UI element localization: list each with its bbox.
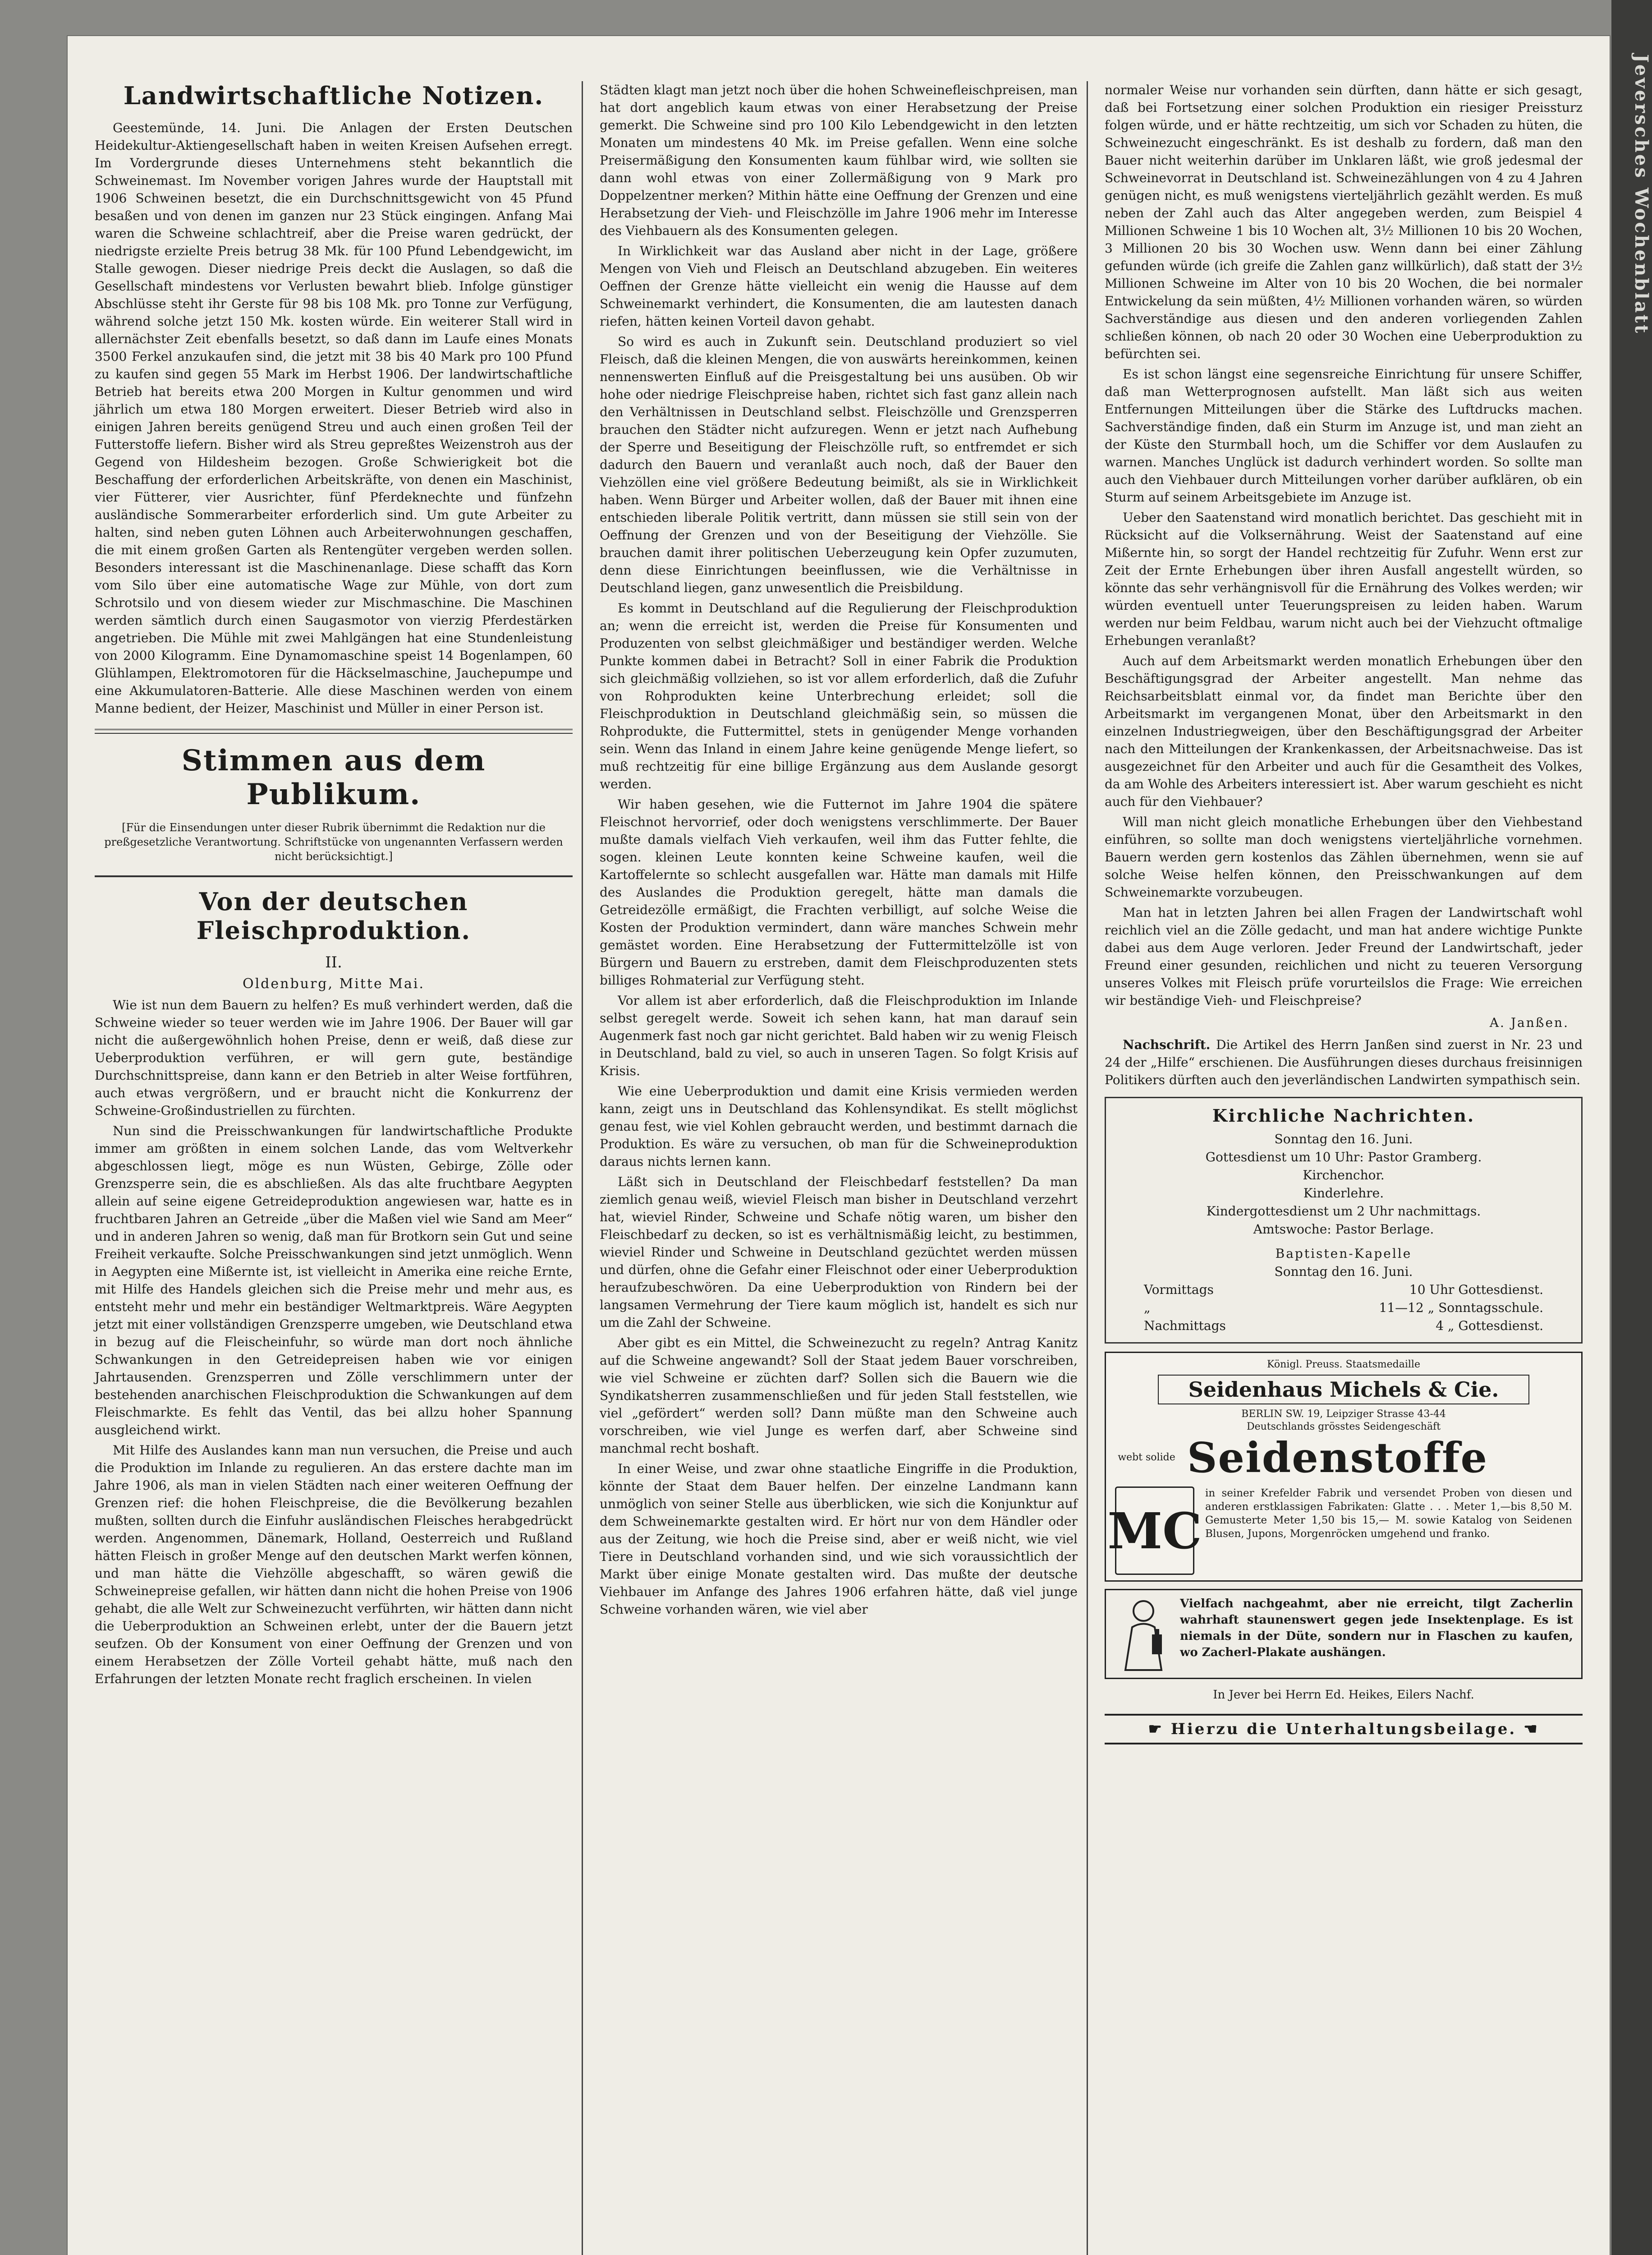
service-time-label: Vormittags bbox=[1144, 1282, 1214, 1297]
article-paragraph: In Wirklichkeit war das Ausland aber nicht in der Lage, größere Mengen von Vieh und Fleisch an Deutschland abzugeben. Ein weiteres Oeffnen der Grenze hätte vielleicht ein wenig die Hausse auf dem Schweinemarkt verhindert, die Konsumenten, die am lautesten danach riefen, hätten keinen Vorteil davon gehabt. bbox=[600, 244, 1078, 329]
article-paragraph: Wie eine Ueberproduktion und damit eine Krisis vermieden werden kann, zeigt uns in Deutschland das Kohlensyndikat. Es stellt möglichst genau fest, wie viel Kohlen gebraucht werden, und bestimmt darnach die Produktion. Es wäre zu versuchen, ob man für die Schweineproduktion daraus nichts lernen kann. bbox=[600, 1084, 1078, 1169]
article-paragraph: Es ist schon längst eine segensreiche Einrichtung für unsere Schiffer, daß man Wetterprognosen aufstellt. Man läßt sich aus weiten Entfernungen Mitteilungen über die Stärke des Luftdrucks machen. Sachverständige finden, daß ein Sturm im Anzuge ist, und man zieht an der Küste den Sturmball hoch, um die Schiffer vor dem Auslaufen zu warnen. Manches Unglück ist dadurch verhindert worden. So sollte man auch den Viehbauer durch Mitteilungen vorher darüber aufklären, ob ein Sturm auf seinem Arbeitsgebiete im Anzuge ist. bbox=[1105, 367, 1583, 505]
woman-with-bottle-icon bbox=[1114, 1596, 1173, 1672]
church-line: Kirchenchor. bbox=[1303, 1168, 1385, 1183]
article-paragraph: Mit Hilfe des Auslandes kann man nun versuchen, die Preise und auch die Produktion im Inlande zu regulieren. An das erstere dachte man im Jahre 1906, als man in vielen Städten nach einer weiteren Oeffnung der Grenzen rief: die hohen Fleischpreise, die die Bevölkerung bezahlen mußten, sollten durch die Einfuhr ausländischen Fleisches herabgedrückt werden. Angenommen, Dänemark, Holland, Oesterreich und Rußland hätten Fleisch in großer Menge auf den deutschen Markt werfen können, und man hätte die Viehzölle abgeschafft, so wären gewiß die Schweinepreise gefallen, wir hätten dann nicht die hohen Preise von 1906 gehabt, die alle Welt zur Schweinezucht verführten, wir hätten dann nicht die Ueberproduktion an Schweinen erlebt, unter der die Bauern jetzt seufzen. Ob der Konsument von einer Oeffnung der Grenzen und von einem Herabsetzen der Zölle Vorteil gehabt hätte, muß nach den Erfahrungen der letzten Monate recht fraglich erscheinen. In vielen bbox=[95, 1443, 573, 1686]
column-3 bbox=[1105, 81, 1583, 1744]
article-paragraph: Aber gibt es ein Mittel, die Schweinezucht zu regeln? Antrag Kanitz auf die Schweine angewandt? Soll der Staat jedem Bauer vorschreiben, wie viel Schweine er züchten darf? Sollen sich die Bauern wie die Syndikatsherren zusammenschließen und für jeden Stall feststellen, wie viel „gefördert“ werden soll? Dann müßte man den Schweine auch vorschreiben, wie viel Junge es werfen darf, aber Schweine sind manchmal recht boshaft. bbox=[600, 1335, 1078, 1456]
service-row bbox=[1117, 1299, 1570, 1317]
scan-edge bbox=[1611, 0, 1652, 2255]
ad-headline: Seidenstoffe bbox=[1187, 1433, 1488, 1482]
section-title-agriculture: Landwirtschaftliche Notizen. bbox=[123, 81, 544, 110]
column-2 bbox=[600, 81, 1078, 1621]
ad-address: BERLIN SW. 19, Leipziger Strasse 43-44 bbox=[1241, 1408, 1446, 1420]
ad-headline-row bbox=[1115, 1433, 1572, 1482]
insecticide-advertisement bbox=[1105, 1589, 1583, 1679]
section-separator bbox=[95, 875, 573, 877]
pointing-hand-icon: ☚ bbox=[1524, 1720, 1539, 1738]
service-row bbox=[1117, 1281, 1570, 1299]
column-1 bbox=[95, 81, 573, 1690]
pointing-hand-icon: ☛ bbox=[1148, 1720, 1164, 1738]
article-paragraph: Man hat in letzten Jahren bei allen Fragen der Landwirtschaft wohl reichlich viel an die Zölle gedacht, und man hat andere wichtige Punkte dabei aus dem Auge verloren. Jeder Freund der Landwirtschaft, jeder Freund einer gesunden, reichlichen und nicht zu teueren Versorgung unseres Volkes mit Fleisch prüfe vorurteilslos die Frage: Wie erreichen wir beständige Vieh- und Fleischpreise? bbox=[1105, 905, 1583, 1008]
church-notices-box bbox=[1105, 1097, 1583, 1344]
column-divider bbox=[582, 81, 583, 2255]
article-part-number: II. bbox=[325, 953, 342, 971]
article-paragraph: Ueber den Saatenstand wird monatlich berichtet. Das geschieht mit in Rücksicht auf die Volksernährung. Weist der Saatenstand auf eine Mißernte hin, so sorgt der Handel rechtzeitig für Zufuhr. Wenn erst zur Zeit der Ernte Erhebungen über ihren Ausfall angestellt würden, so könnte das sehr verhängnisvoll für die Ernährung des Volkes werden; wir würden eventuell unter Teuerungspreisen zu leiden haben. Warum werden nur beim Feldbau, warum nicht auch bei der Viehzucht oftmalige Erhebungen veranlaßt? bbox=[1105, 510, 1583, 648]
church-line: Amtswoche: Pastor Berlage. bbox=[1253, 1222, 1434, 1237]
author-signature: A. Janßen. bbox=[1489, 1015, 1569, 1030]
article-paragraph: Geestemünde, 14. Juni. Die Anlagen der Ersten Deutschen Heidekultur-Aktiengesellschaft haben in weiten Kreisen Aufsehen erregt. Im Vordergrunde dieses Unternehmens steht bekanntlich die Schweinemast. Im November vorigen Jahres wurde der Hauptstall mit 1906 Schweinen besetzt, die ein Durchschnittsgewicht von 45 Pfund besaßen und von denen im ganzen nur 23 Stück eingingen. Anfang Mai waren die Schweine schlachtreif, aber die Preise waren gedrückt, der niedrigste erzielte Preis betrug 38 Mk. für 100 Pfund Lebendgewicht, im Stalle gewogen. Dieser niedrige Preis deckt die Auslagen, so daß die Gesellschaft mindestens vor Verlusten bewahrt blieb. Infolge günstiger Abschlüsse steht ihr Gerste für 98 bis 108 Mk. pro Tonne zur Verfügung, während solche jetzt 150 Mk. kosten würde. Ein weiterer Stall wird in allernächster Zeit ebenfalls besetzt, so daß dann im Laufe eines Monats 3500 Ferkel anzukaufen sind, die jetzt mit 38 bis 40 Mark pro 100 Pfund zu kaufen sind gegen 55 Mark im Herbst 1906. Der landwirtschaftliche Betrieb hat bereits etwa 200 Morgen in Kultur genommen und wird jährlich um etwa 180 Morgen erweitert. Dieser Betrieb wird also in einigen Jahren bereits genügend Streu und auch einen großen Teil der Futterstoffe liefern. Bisher wird als Streu gepreßtes Weizenstroh aus der Gegend von Hildesheim bezogen. Große Schwierigkeit bot die Beschaffung der erforderlichen Arbeitskräfte, von denen ein Maschinist, vier Fütterer, vier Ausrichter, fünf Pferdeknechte und fünfzehn ausländische Sommerarbeiter erforderlich sind. Um gute Arbeiter zu halten, sind neben guten Löhnen auch Arbeiterwohnungen geschaffen, die mit einem großen Garten als Rentengüter vergeben werden sollen. Besonders interessant ist die Maschinenanlage. Diese schafft das Korn vom Silo über eine automatische Wage zur Mühle, von dort zum Schrotsilo und von diesem wieder zur Mischmaschine. Die Maschinen werden sämtlich durch einen Saugasmotor von vierzig Pferdestärken angetrieben. Die Mühle mit zwei Mahlgängen hat eine Stundenleistung von 2000 Kilogramm. Eine Dynamomaschine speist 14 Bogenlampen, 60 Glühlampen, Elektromotoren für die Häckselmaschine, Jauchepumpe und eine Akkumulatoren-Batterie. Alle diese Maschinen werden von einem Manne bedient, der Heizer, Maschinist und Müller in einer Person ist. bbox=[95, 120, 573, 716]
church-line: Gottesdienst um 10 Uhr: Pastor Gramberg. bbox=[1205, 1150, 1482, 1164]
section-separator bbox=[95, 729, 573, 734]
editorial-note: [Für die Einsendungen unter dieser Rubrik übernimmt die Redaktion nur die preßgesetzliche Verantwortung. Schriftstücke von ungenannten Verfassern werden nicht berücksichtigt.] bbox=[104, 821, 563, 863]
silk-advertisement bbox=[1105, 1352, 1583, 1582]
article-paragraph: Städten klagt man jetzt noch über die hohen Schweinefleischpreisen, man hat dort angeblich kaum etwas von einer Herabsetzung der Preise gemerkt. Die Schweine sind pro 100 Kilo Lebendgewicht in den letzten Monaten um mindestens 40 Mk. im Preise gefallen. Wenn eine solche Preisermäßigung den Konsumenten kaum fühlbar wird, wie sollten sie dann wohl etwas von einer Zollermäßigung von 9 Mark pro Doppelzentner merken? Mithin hätte eine Oeffnung der Grenzen und eine Herabsetzung der Vieh- und Fleischzölle im Jahre 1906 mehr im Interesse des Viehbauern als des Konsumenten gelegen. bbox=[600, 83, 1078, 238]
chapel-title: Baptisten-Kapelle bbox=[1275, 1246, 1412, 1261]
edge-label: Jeversches Wochenblatt bbox=[1631, 54, 1652, 335]
article-paragraph: Will man nicht gleich monatliche Erhebungen über den Viehbestand einführen, so sollte man doch wenigstens vierteljährliche vornehmen. Bauern werden gern kostenlos das Zählen übernehmen, wenn sie auf solche Weise helfen können, den Preisschwankungen auf dem Schweinemarkte vorzubeugen. bbox=[1105, 815, 1583, 900]
article-dateline: Oldenburg, Mitte Mai. bbox=[242, 976, 425, 992]
article-paragraph: Es kommt in Deutschland auf die Regulierung der Fleischproduktion an; wenn die erreicht ist, werden die Preise für Konsumenten und Produzenten von selbst gleichmäßiger und beständiger werden. Welche Punkte kommen dabei in Betracht? Soll in einer Fabrik die Produktion sich gleichmäßig vollziehen, so ist vor allem erforderlich, daß die Zufuhr von Rohprodukten keine Unterbrechung erleidet; soll die Fleischproduktion in Deutschland gleichmäßig sein, so müssen die Rohprodukte, die Futtermittel, stets in genügender Menge vorhanden sein. Wenn das Inland in einem Jahre keine genügende Menge liefert, so muß rechtzeitig für eine billige Ergänzung aus dem Auslande gesorgt werden. bbox=[600, 601, 1078, 792]
article-paragraph: So wird es auch in Zukunft sein. Deutschland produziert so viel Fleisch, daß die kleinen Mengen, die von auswärts hereinkommen, keinen nennenswerten Einfluß auf die Preisgestaltung bei uns ausüben. Ob wir hohe oder niedrige Fleischpreise haben, richtet sich fast ganz allein nach den Verhältnissen in Deutschland selbst. Fleischzölle und Grenzsperren brauchen den Städter nicht aufzuregen. Wenn er jetzt nach Aufhebung der Sperre und Beseitigung der Fleischzölle ruft, so entfremdet er sich dadurch den Bauern und veranlaßt auch noch, daß der Bauer den Viehzöllen eine viel größere Bedeutung beimißt, als sie in Wirklichkeit haben. Wenn Bürger und Arbeiter wollen, daß der Bauer mit ihnen eine entschieden liberale Politik vertritt, dann müssen sie still sein von der Oeffnung der Grenzen und von der Beseitigung der Viehzölle. Sie brauchen damit ihrer politischen Ueberzeugung kein Opfer zuzumuten, denn diese Einrichtungen beeinflussen, wie die Verhältnisse in Deutschland liegen, ganz unwesentlich die Preisbildung. bbox=[600, 334, 1078, 595]
supplement-notice bbox=[1105, 1714, 1583, 1744]
service-detail: 4 „ Gottesdienst. bbox=[1436, 1318, 1543, 1333]
ad-body bbox=[1107, 1486, 1572, 1575]
article-paragraph: Auch auf dem Arbeitsmarkt werden monatlich Erhebungen über den Beschäftigungsgrad der Arbeiter angestellt. Man nehme das Reichsarbeitsblatt einmal vor, da findet man Berichte über den Arbeitsmarkt im vergangenen Monat, über den Arbeitsmarkt in den einzelnen Industriegweigen, über den Beschäftigungsgrad der Arbeiter nach den Mitteilungen der Krankenkassen, der Arbeitsnachweise. Das ist ausgezeichnet für den Arbeiter und auch für die Gesamtheit des Volkes, da am Wohle des Arbeiters interessiert ist. Aber warum geschieht es nicht auch für den Viehbauer? bbox=[1105, 653, 1583, 809]
postscript-text: Die Artikel des Herrn Janßen sind zuerst in Nr. 23 und 24 der „Hilfe“ erschienen. Die Ausführungen dieses durchaus freisinnigen Politikers dürften auch den jeverländischen Landwirten sympathisch sein. bbox=[1105, 1037, 1583, 1087]
article-title: Von der deutschen Fleischproduktion. bbox=[196, 887, 471, 945]
article-paragraph: Läßt sich in Deutschland der Fleischbedarf feststellen? Da man ziemlich genau weiß, wieviel Fleisch man bisher in Deutschland verzehrt hat, wieviel Rinder, Schweine und Schafe nötig waren, um bisher den Fleischbedarf zu decken, so ist es verhältnismäßig leicht, zu bestimmen, wieviel Rinder und Schweine in Deutschland gezüchtet werden müssen und dürfen, ohne die Gefahr einer Fleischnot oder einer Ueberproduktion heraufzubeschwören. Da eine Ueberproduktion von Rindern bei der langsamen Vermehrung der Tiere kaum möglich ist, handelt es sich nur um die Zahl der Schweine. bbox=[600, 1174, 1078, 1330]
church-line: Kinderlehre. bbox=[1303, 1186, 1384, 1201]
ad-text: Vielfach nachgeahmt, aber nie erreicht, tilgt Zacherlin wahrhaft staunenswert gegen jede Insektenplage. Es ist niemals in der Düte, sondern nur in Flaschen zu kaufen, wo Zacherl-Plakate aushängen. bbox=[1180, 1597, 1573, 1659]
ad-claim: Deutschlands grösstes Seidengeschäft bbox=[1246, 1421, 1441, 1432]
monogram-logo: MC bbox=[1115, 1486, 1194, 1575]
church-line: Sonntag den 16. Juni. bbox=[1274, 1132, 1413, 1146]
article-paragraph: Nun sind die Preisschwankungen für landwirtschaftliche Produkte immer am größten in einem solchen Lande, das vom Weltverkehr abgeschlossen liegt, möge es nun Wüsten, Gebirge, Zölle oder Grenzsperre sein, die es abschließen. Als das alte fruchtbare Aegypten allein auf seine eigene Getreideproduktion angewiesen war, hatte es in fruchtbaren Jahren an Getreide „über die Maßen viel wie Sand am Meer“ und in anderen Jahren so wenig, daß man für Brotkorn sein Gut und seine Freiheit verkaufte. Solche Preisschwankungen sind jetzt unmöglich. Wenn in Aegypten eine Mißernte ist, ist vielleicht in Amerika eine reiche Ernte, mit Hilfe des Handels gleichen sich die Preise mehr und mehr aus, es entsteht mehr und mehr ein beständiger Weltmarktpreis. Wäre Aegypten jetzt mit einer vollständigen Grenzsperre umgeben, wie Deutschland etwa in bezug auf die Fleischeinfuhr, so würde man dort noch ähnliche Schwankungen in den Getreidepreisen haben wie vor einigen Jahrtausenden. Grenzsperren und Zölle verschlimmern unter der bestehenden anarchischen Fleischproduktion die Schwankungen auf dem Fleischmarkte. Es fehlt das Ventil, das bei allzu hoher Spannung ausgleichend wirkt. bbox=[95, 1123, 573, 1437]
ad-medal-line: Königl. Preuss. Staatsmedaille bbox=[1267, 1359, 1420, 1370]
section-title-public-voices: Stimmen aus dem Publikum. bbox=[181, 744, 486, 811]
local-dealer-line: In Jever bei Herrn Ed. Heikes, Eilers Nachf. bbox=[1213, 1688, 1474, 1702]
ad-description: in seiner Krefelder Fabrik und versendet Proben von diesen und anderen erstklassigen Fabrikaten: Glatte . . . Meter 1,—bis 8,50 M. Gemusterte Meter 1,50 bis 15,— M. sowie Katalog von Seidenen Blusen, Jupons, Morgenröcken umgehend und franko. bbox=[1205, 1487, 1572, 1540]
article-paragraph: Wir haben gesehen, wie die Futternot im Jahre 1904 die spätere Fleischnot hervorrief, oder doch wenigstens verschlimmerte. Der Bauer mußte damals vielfach Vieh verkaufen, weil ihm das Futter fehlte, die sogen. kleinen Leute konnten keine Schweine kaufen, weil die Kartoffelernte so schlecht ausgefallen war. Hätte man damals mit Hilfe des Auslandes die Produktion geregelt, hätte man damals die Getreidezölle ermäßigt, die Frachten verbilligt, auf solche Weise die Kosten der Produktion vermindert, dann wäre manches Schwein mehr gemästet worden. Eine Herabsetzung der Futtermittelzölle ist von Bürgern und Bauern zu erstreben, damit dem Fleischproduzenten stets billiges Rohmaterial zur Verfügung steht. bbox=[600, 797, 1078, 988]
article-paragraph: In einer Weise, und zwar ohne staatliche Eingriffe in die Produktion, könnte der Staat dem Bauer helfen. Der einzelne Landmann kann unmöglich von seiner Stelle aus überblicken, wie sich die Konjunktur auf dem Schweinemarkte gestalten wird. Er hört nur von dem Händler oder aus der Zeitung, wie hoch die Preise sind, aber er weiß nicht, wie viel Tiere in Deutschland vorhanden sind, und wie sich voraussichtlich der Markt über einige Monate gestalten wird. Das mußte der deutsche Viehbauer im Anfange des Jahres 1906 erfahren hätte, daß viel junge Schweine vorhanden wären, wie viel aber bbox=[600, 1461, 1078, 1617]
service-detail: 11—12 „ Sonntagsschule. bbox=[1379, 1300, 1543, 1315]
newspaper-page bbox=[68, 36, 1610, 2255]
supplement-notice-text: Hierzu die Unterhaltungsbeilage. bbox=[1170, 1720, 1517, 1738]
church-notices-title: Kirchliche Nachrichten. bbox=[1212, 1105, 1475, 1126]
chapel-date: Sonntag den 16. Juni. bbox=[1274, 1264, 1413, 1279]
service-detail: 10 Uhr Gottesdienst. bbox=[1409, 1282, 1543, 1297]
service-time-label: „ bbox=[1144, 1300, 1151, 1315]
postscript-label: Nachschrift. bbox=[1123, 1037, 1211, 1052]
ad-brand: Seidenhaus Michels & Cie. bbox=[1158, 1375, 1529, 1404]
service-row bbox=[1117, 1317, 1570, 1335]
ad-side-text: webt solide bbox=[1118, 1452, 1175, 1463]
service-time-label: Nachmittags bbox=[1144, 1318, 1226, 1333]
article-paragraph: normaler Weise nur vorhanden sein dürften, dann hätte er sich gesagt, daß bei Fortsetzung einer solchen Produktion ein riesiger Preissturz folgen würde, und er hätte rechtzeitig, um sich vor Schaden zu hüten, die Schweinezucht eingeschränkt. Es ist deshalb zu fordern, daß man den Bauer nicht weiterhin darüber im Unklaren läßt, wie groß jedesmal der Schweinevorrat in Deutschland ist. Schweinezählungen von 4 zu 4 Jahren genügen nicht, es muß wenigstens vierteljährlich gezählt werden. Es muß neben der Zahl auch das Alter angegeben werden, zum Beispiel 4 Millionen Schweine 1 bis 10 Wochen alt, 3½ Millionen 10 bis 20 Wochen, 3 Millionen 20 bis 30 Wochen usw. Wenn dann bei einer Zählung gefunden würde (ich greife die Zahlen ganz willkürlich), daß statt der 3½ Millionen Schweine im Alter von 10 bis 20 Wochen, die bei normaler Entwickelung da sein müßten, 4½ Millionen vorhanden wären, so würden Sachverständige aus diesen und den anderen vorliegenden Zahlen schließen können, ob nach 20 oder 30 Wochen eine Ueberproduktion zu befürchten sei. bbox=[1105, 83, 1583, 361]
article-paragraph: Vor allem ist aber erforderlich, daß die Fleischproduktion im Inlande selbst geregelt werde. Soweit ich sehen kann, hat man darauf sein Augenmerk fast noch gar nicht gerichtet. Bald haben wir zu wenig Fleisch in Deutschland, bald zu viel, so auch in unseren Tagen. So folgt Krisis auf Krisis. bbox=[600, 993, 1078, 1078]
article-paragraph: Wie ist nun dem Bauern zu helfen? Es muß verhindert werden, daß die Schweine wieder so teuer werden wie im Jahre 1906. Der Bauer will gar nicht die außergewöhnlich hohen Preise, denn er weiß, daß diese zur Ueberproduktion verführen, er will gern gute, beständige Durchschnittspreise, dann kann er den Betrieb in alter Weise fortführen, auch etwas vergrößern, und er braucht nicht die Konkurrenz der Schweine-Großindustriellen zu fürchten. bbox=[95, 998, 573, 1118]
church-line: Kindergottesdienst um 2 Uhr nachmittags. bbox=[1206, 1204, 1481, 1219]
column-divider bbox=[1087, 81, 1088, 2255]
